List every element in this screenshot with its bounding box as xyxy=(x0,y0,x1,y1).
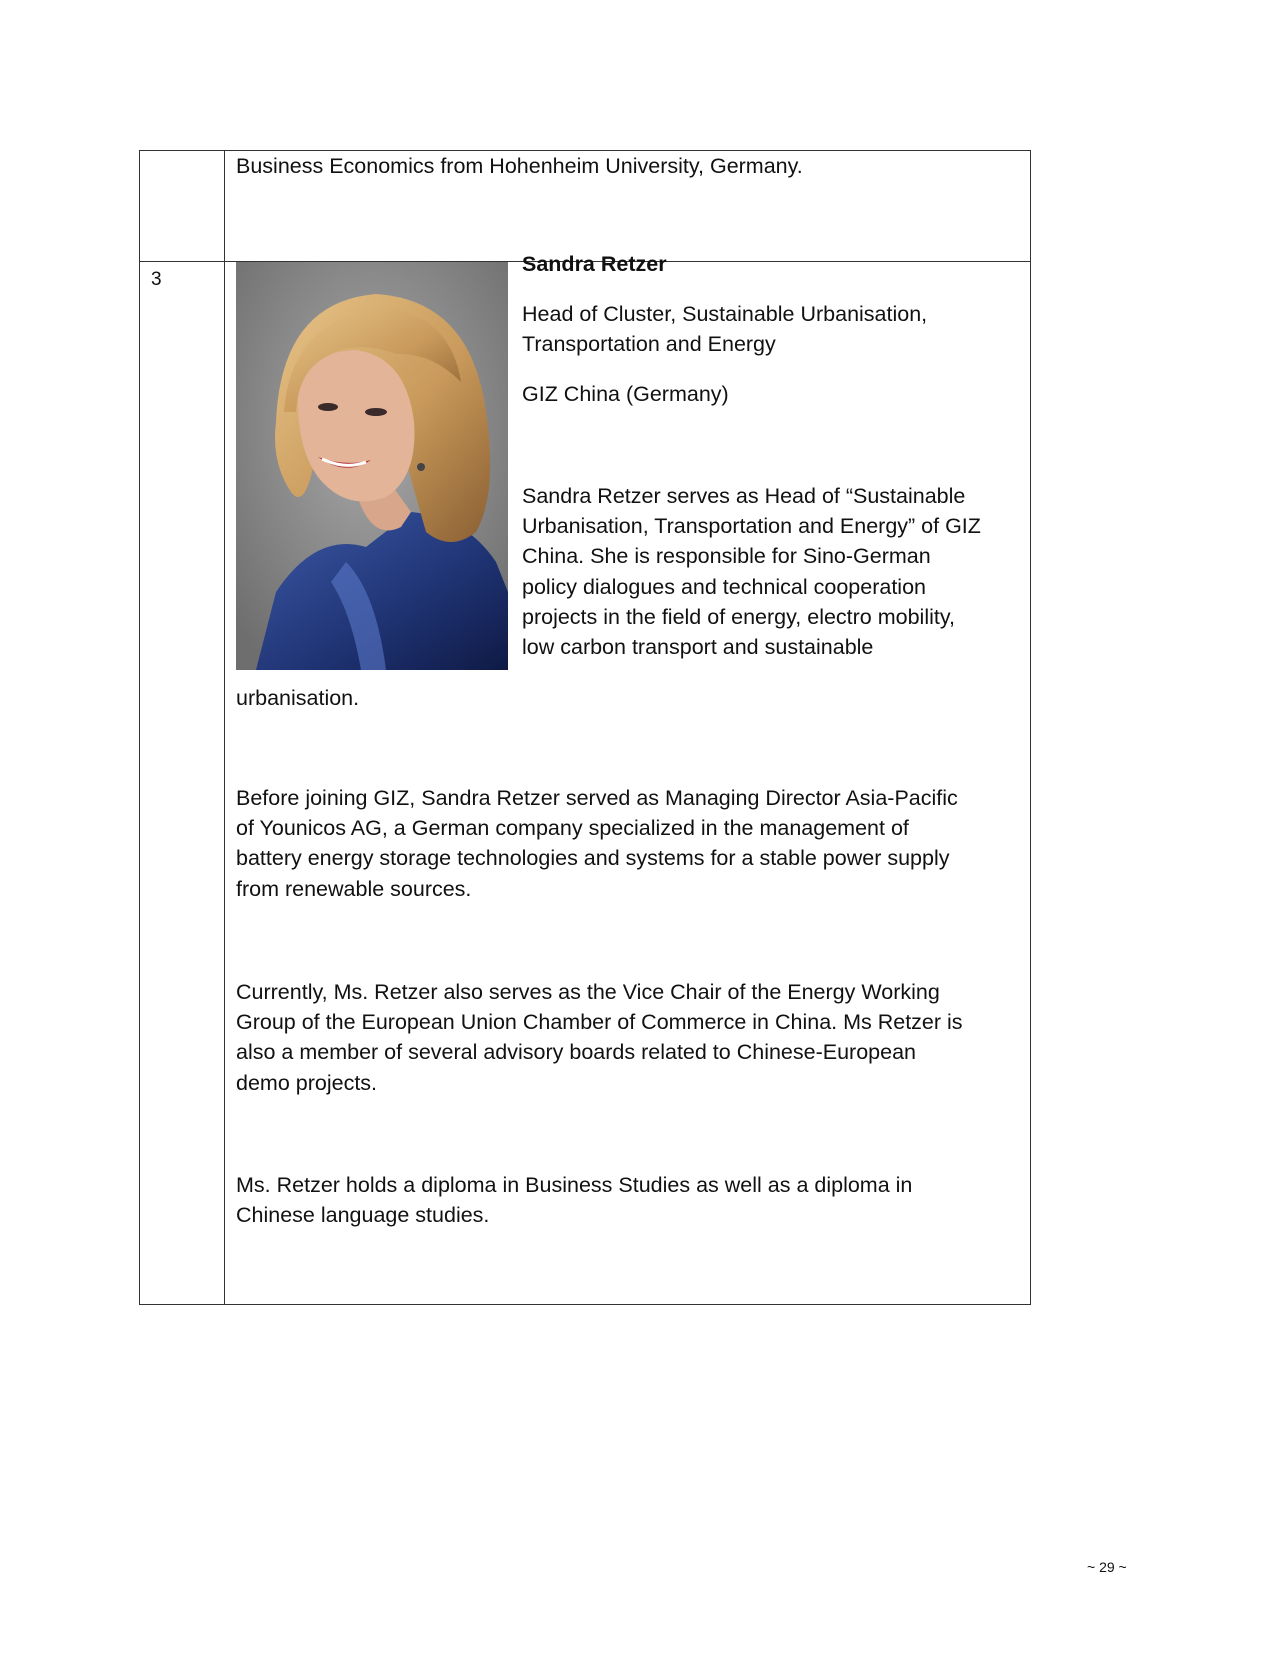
bio-para2-line-4: from renewable sources. xyxy=(236,877,472,901)
speaker-organisation: GIZ China (Germany) xyxy=(522,382,729,406)
bio-para4-line-1: Ms. Retzer holds a diploma in Business Studies as well as a diploma in xyxy=(236,1173,913,1197)
bio-para2-line-1: Before joining GIZ, Sandra Retzer served as Managing Director Asia-Pacific xyxy=(236,786,958,810)
bio-para1-line-5: projects in the field of energy, electro mobility, xyxy=(522,605,955,629)
bio-para1-line-6: low carbon transport and sustainable xyxy=(522,635,874,659)
column-divider xyxy=(224,151,225,1304)
bio-para2-line-3: battery energy storage technologies and systems for a stable power supply xyxy=(236,846,950,870)
speaker-table xyxy=(139,150,1031,1305)
bio-para1-line-2: Urbanisation, Transportation and Energy” of GIZ xyxy=(522,514,981,538)
bio-para3-line-3: also a member of several advisory boards related to Chinese-European xyxy=(236,1040,917,1064)
bio-para4-line-2: Chinese language studies. xyxy=(236,1203,490,1227)
bio-para1-line-3: China. She is responsible for Sino-German xyxy=(522,544,931,568)
bio-para2-line-2: of Younicos AG, a German company specialized in the management of xyxy=(236,816,909,840)
row-number: 3 xyxy=(151,269,162,290)
page-number: ~ 29 ~ xyxy=(1087,1559,1127,1575)
bio-para1-line-1: Sandra Retzer serves as Head of “Sustainable xyxy=(522,484,966,508)
previous-row-text: Business Economics from Hohenheim University, Germany. xyxy=(236,154,803,178)
bio-para3-line-2: Group of the European Union Chamber of Commerce in China. Ms Retzer is xyxy=(236,1010,963,1034)
portrait-image xyxy=(236,262,508,670)
speaker-name: Sandra Retzer xyxy=(522,252,667,276)
bio-para3-line-1: Currently, Ms. Retzer also serves as the Vice Chair of the Energy Working xyxy=(236,980,940,1004)
bio-para1-line-4: policy dialogues and technical cooperation xyxy=(522,575,926,599)
speaker-photo xyxy=(236,262,508,670)
speaker-title-line-1: Head of Cluster, Sustainable Urbanisation, xyxy=(522,302,928,326)
speaker-title-line-2: Transportation and Energy xyxy=(522,332,776,356)
bio-para1-line-7: urbanisation. xyxy=(236,686,360,710)
bio-para3-line-4: demo projects. xyxy=(236,1071,378,1095)
